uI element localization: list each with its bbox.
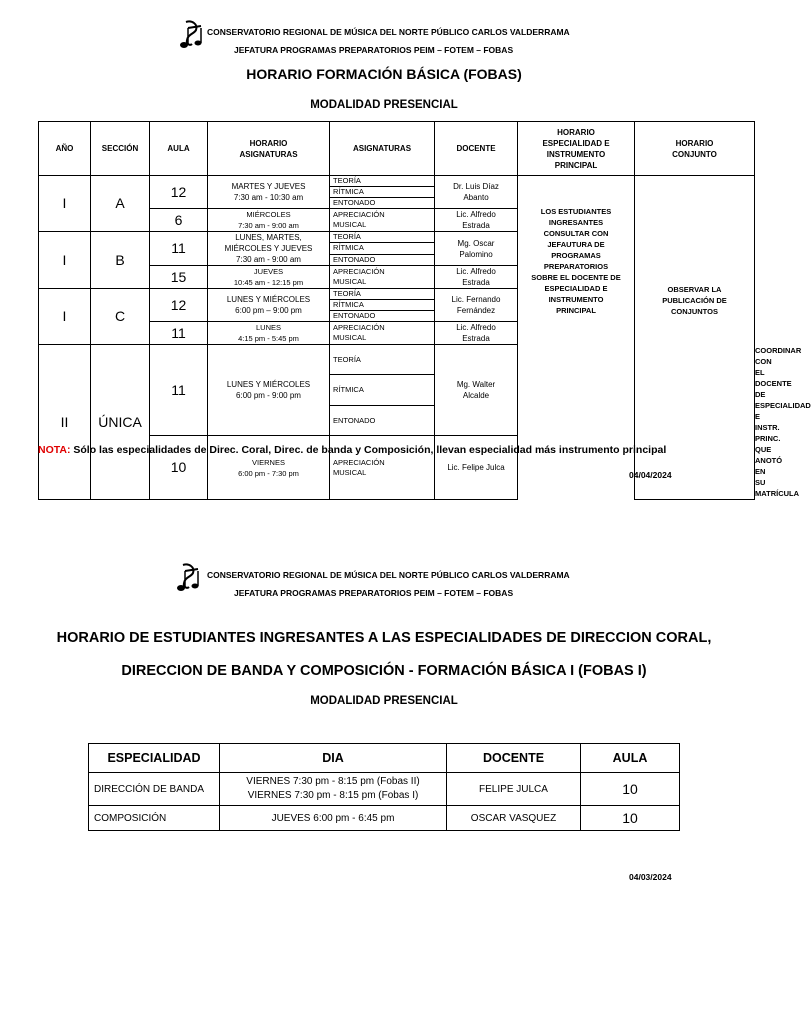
cell-docente: Lic. Felipe Julca bbox=[435, 436, 518, 500]
cell-asignatura: ENTONADO bbox=[330, 311, 435, 322]
cell-horario: JUEVES 10:45 am - 12:15 pm bbox=[208, 266, 330, 289]
cell-asignatura: APRECIACIÓN MUSICAL bbox=[330, 436, 435, 500]
cell-asignatura: ENTONADO bbox=[330, 405, 435, 435]
col-header-dia: DIA bbox=[220, 744, 447, 773]
section2-modality: MODALIDAD PRESENCIAL bbox=[310, 695, 458, 707]
cell-horario: MARTES Y JUEVES 7:30 am - 10:30 am bbox=[208, 176, 330, 209]
col-header-asignaturas: ASIGNATURAS bbox=[330, 122, 435, 176]
department-name: JEFATURA PROGRAMAS PREPARATORIOS PEIM – FOTEM – FOBAS bbox=[234, 45, 514, 55]
cell-anio: I bbox=[39, 176, 91, 232]
date-2: 04/03/2024 bbox=[629, 872, 672, 882]
cell-aula: 10 bbox=[581, 773, 680, 806]
section1-modality: MODALIDAD PRESENCIAL bbox=[310, 99, 458, 111]
cell-docente: Lic. Alfredo Estrada bbox=[435, 266, 518, 289]
col-header-docente: DOCENTE bbox=[435, 122, 518, 176]
cell-aula: 12 bbox=[150, 289, 208, 322]
cell-docente: OSCAR VASQUEZ bbox=[447, 806, 581, 831]
cell-docente: Lic. Alfredo Estrada bbox=[435, 209, 518, 232]
col-header-horario-asignaturas: HORARIO ASIGNATURAS bbox=[208, 122, 330, 176]
table-row bbox=[89, 773, 680, 806]
section1-title: HORARIO FORMACIÓN BÁSICA (FOBAS) bbox=[246, 66, 522, 82]
cell-docente: Mg. Oscar Palomino bbox=[435, 232, 518, 266]
cell-dia: VIERNES 7:30 pm - 8:15 pm (Fobas II) VIERNES 7:30 pm - 8:15 pm (Fobas I) bbox=[220, 773, 447, 806]
cell-anio: II bbox=[39, 345, 91, 500]
table-row bbox=[39, 176, 755, 187]
music-logo-icon bbox=[178, 20, 204, 50]
table-row bbox=[89, 806, 680, 831]
cell-asignatura: ENTONADO bbox=[330, 198, 435, 209]
cell-dia: JUEVES 6:00 pm - 6:45 pm bbox=[220, 806, 447, 831]
cell-asignatura: ENTONADO bbox=[330, 254, 435, 265]
cell-asignatura: TEORÍA bbox=[330, 289, 435, 300]
cell-asignatura: TEORÍA bbox=[330, 176, 435, 187]
cell-asignatura: RÍTMICA bbox=[330, 375, 435, 405]
col-header-docente: DOCENTE bbox=[447, 744, 581, 773]
nota-label: NOTA: bbox=[38, 444, 71, 456]
cell-aula: 10 bbox=[581, 806, 680, 831]
table-header-row bbox=[39, 122, 755, 176]
cell-especialidad-note-1: LOS ESTUDIANTES INGRESANTES CONSULTAR CON JEFAUTURA DE PROGRAMAS PREPARATORIOS SOBRE EL DOCENTE DE ESPECIALIDAD E INSTRUMENTO PRINCIPAL bbox=[518, 176, 635, 500]
cell-aula: 11 bbox=[150, 345, 208, 436]
cell-docente: Dr. Luis Díaz Abanto bbox=[435, 176, 518, 209]
cell-horario: VIERNES 6:00 pm - 7:30 pm bbox=[208, 436, 330, 500]
cell-docente: Lic. Alfredo Estrada bbox=[435, 322, 518, 345]
cell-seccion: B bbox=[91, 232, 150, 289]
cell-aula: 15 bbox=[150, 266, 208, 289]
cell-aula: 12 bbox=[150, 176, 208, 209]
institution-name: CONSERVATORIO REGIONAL DE MÚSICA DEL NORTE PÚBLICO CARLOS VALDERRAMA bbox=[207, 27, 570, 37]
nota-line bbox=[38, 444, 666, 456]
cell-seccion: C bbox=[91, 289, 150, 345]
cell-asignatura: TEORÍA bbox=[330, 232, 435, 243]
cell-asignatura: APRECIACIÓN MUSICAL bbox=[330, 266, 435, 289]
table-header-row bbox=[89, 744, 680, 773]
cell-horario: LUNES, MARTES, MIÉRCOLES Y JUEVES 7:30 am - 9:00 am bbox=[208, 232, 330, 266]
cell-anio: I bbox=[39, 232, 91, 289]
cell-especialidad: COMPOSICIÓN bbox=[89, 806, 220, 831]
cell-horario: LUNES 4:15 pm - 5:45 pm bbox=[208, 322, 330, 345]
cell-asignatura: RÍTMICA bbox=[330, 300, 435, 311]
cell-aula: 11 bbox=[150, 322, 208, 345]
col-header-especialidad: ESPECIALIDAD bbox=[89, 744, 220, 773]
cell-conjunto-note: OBSERVAR LA PUBLICACIÓN DE CONJUNTOS bbox=[635, 176, 755, 500]
section2-title-line1: HORARIO DE ESTUDIANTES INGRESANTES A LAS ESPECIALIDADES DE DIRECCION CORAL, bbox=[56, 630, 712, 646]
col-header-anio: AÑO bbox=[39, 122, 91, 176]
department-name: JEFATURA PROGRAMAS PREPARATORIOS PEIM – FOTEM – FOBAS bbox=[234, 588, 514, 598]
cell-docente: Mg. Walter Alcalde bbox=[435, 345, 518, 436]
cell-aula: 6 bbox=[150, 209, 208, 232]
section2-title-line2: DIRECCION DE BANDA Y COMPOSICIÓN - FORMACIÓN BÁSICA I (FOBAS I) bbox=[121, 663, 647, 679]
nota-text: Sólo las especialidades de Direc. Coral, Direc. de banda y Composición, llevan especialidad más instrumento principal bbox=[70, 444, 667, 456]
col-header-aula: AULA bbox=[150, 122, 208, 176]
cell-seccion: A bbox=[91, 176, 150, 232]
cell-asignatura: TEORÍA bbox=[330, 345, 435, 375]
cell-docente: Lic. Fernando Fernández bbox=[435, 289, 518, 322]
col-header-seccion: SECCIÓN bbox=[91, 122, 150, 176]
cell-horario: LUNES Y MIÉRCOLES 6:00 pm - 9:00 pm bbox=[208, 345, 330, 436]
col-header-horario-conjunto: HORARIO CONJUNTO bbox=[635, 122, 755, 176]
col-header-aula: AULA bbox=[581, 744, 680, 773]
cell-aula: 10 bbox=[150, 436, 208, 500]
cell-asignatura: RÍTMICA bbox=[330, 187, 435, 198]
cell-asignatura: RÍTMICA bbox=[330, 243, 435, 254]
ingresantes-table bbox=[88, 743, 680, 831]
cell-especialidad: DIRECCIÓN DE BANDA bbox=[89, 773, 220, 806]
cell-docente: FELIPE JULCA bbox=[447, 773, 581, 806]
date-1: 04/04/2024 bbox=[629, 470, 672, 480]
institution-name: CONSERVATORIO REGIONAL DE MÚSICA DEL NORTE PÚBLICO CARLOS VALDERRAMA bbox=[207, 570, 570, 580]
cell-anio: I bbox=[39, 289, 91, 345]
cell-horario: MIÉRCOLES 7:30 am - 9:00 am bbox=[208, 209, 330, 232]
cell-asignatura: APRECIACIÓN MUSICAL bbox=[330, 209, 435, 232]
cell-aula: 11 bbox=[150, 232, 208, 266]
cell-horario: LUNES Y MIÉRCOLES 6:00 pm – 9:00 pm bbox=[208, 289, 330, 322]
cell-seccion: ÚNICA bbox=[91, 345, 150, 500]
cell-asignatura: APRECIACIÓN MUSICAL bbox=[330, 322, 435, 345]
col-header-horario-especialidad: HORARIO ESPECIALIDAD E INSTRUMENTO PRINCIPAL bbox=[518, 122, 635, 176]
table-row: II ÚNICA 11 LUNES Y MIÉRCOLES 6:00 pm - 9:00 pm TEORÍA Mg. Walter Alcalde COORDINAR CON EL DOCENTE DE ESPECIALIDAD E INSTR. PRINC. QUE ANOTÓ EN SU MATRÍCULA bbox=[39, 345, 755, 375]
music-logo-icon bbox=[175, 563, 201, 593]
